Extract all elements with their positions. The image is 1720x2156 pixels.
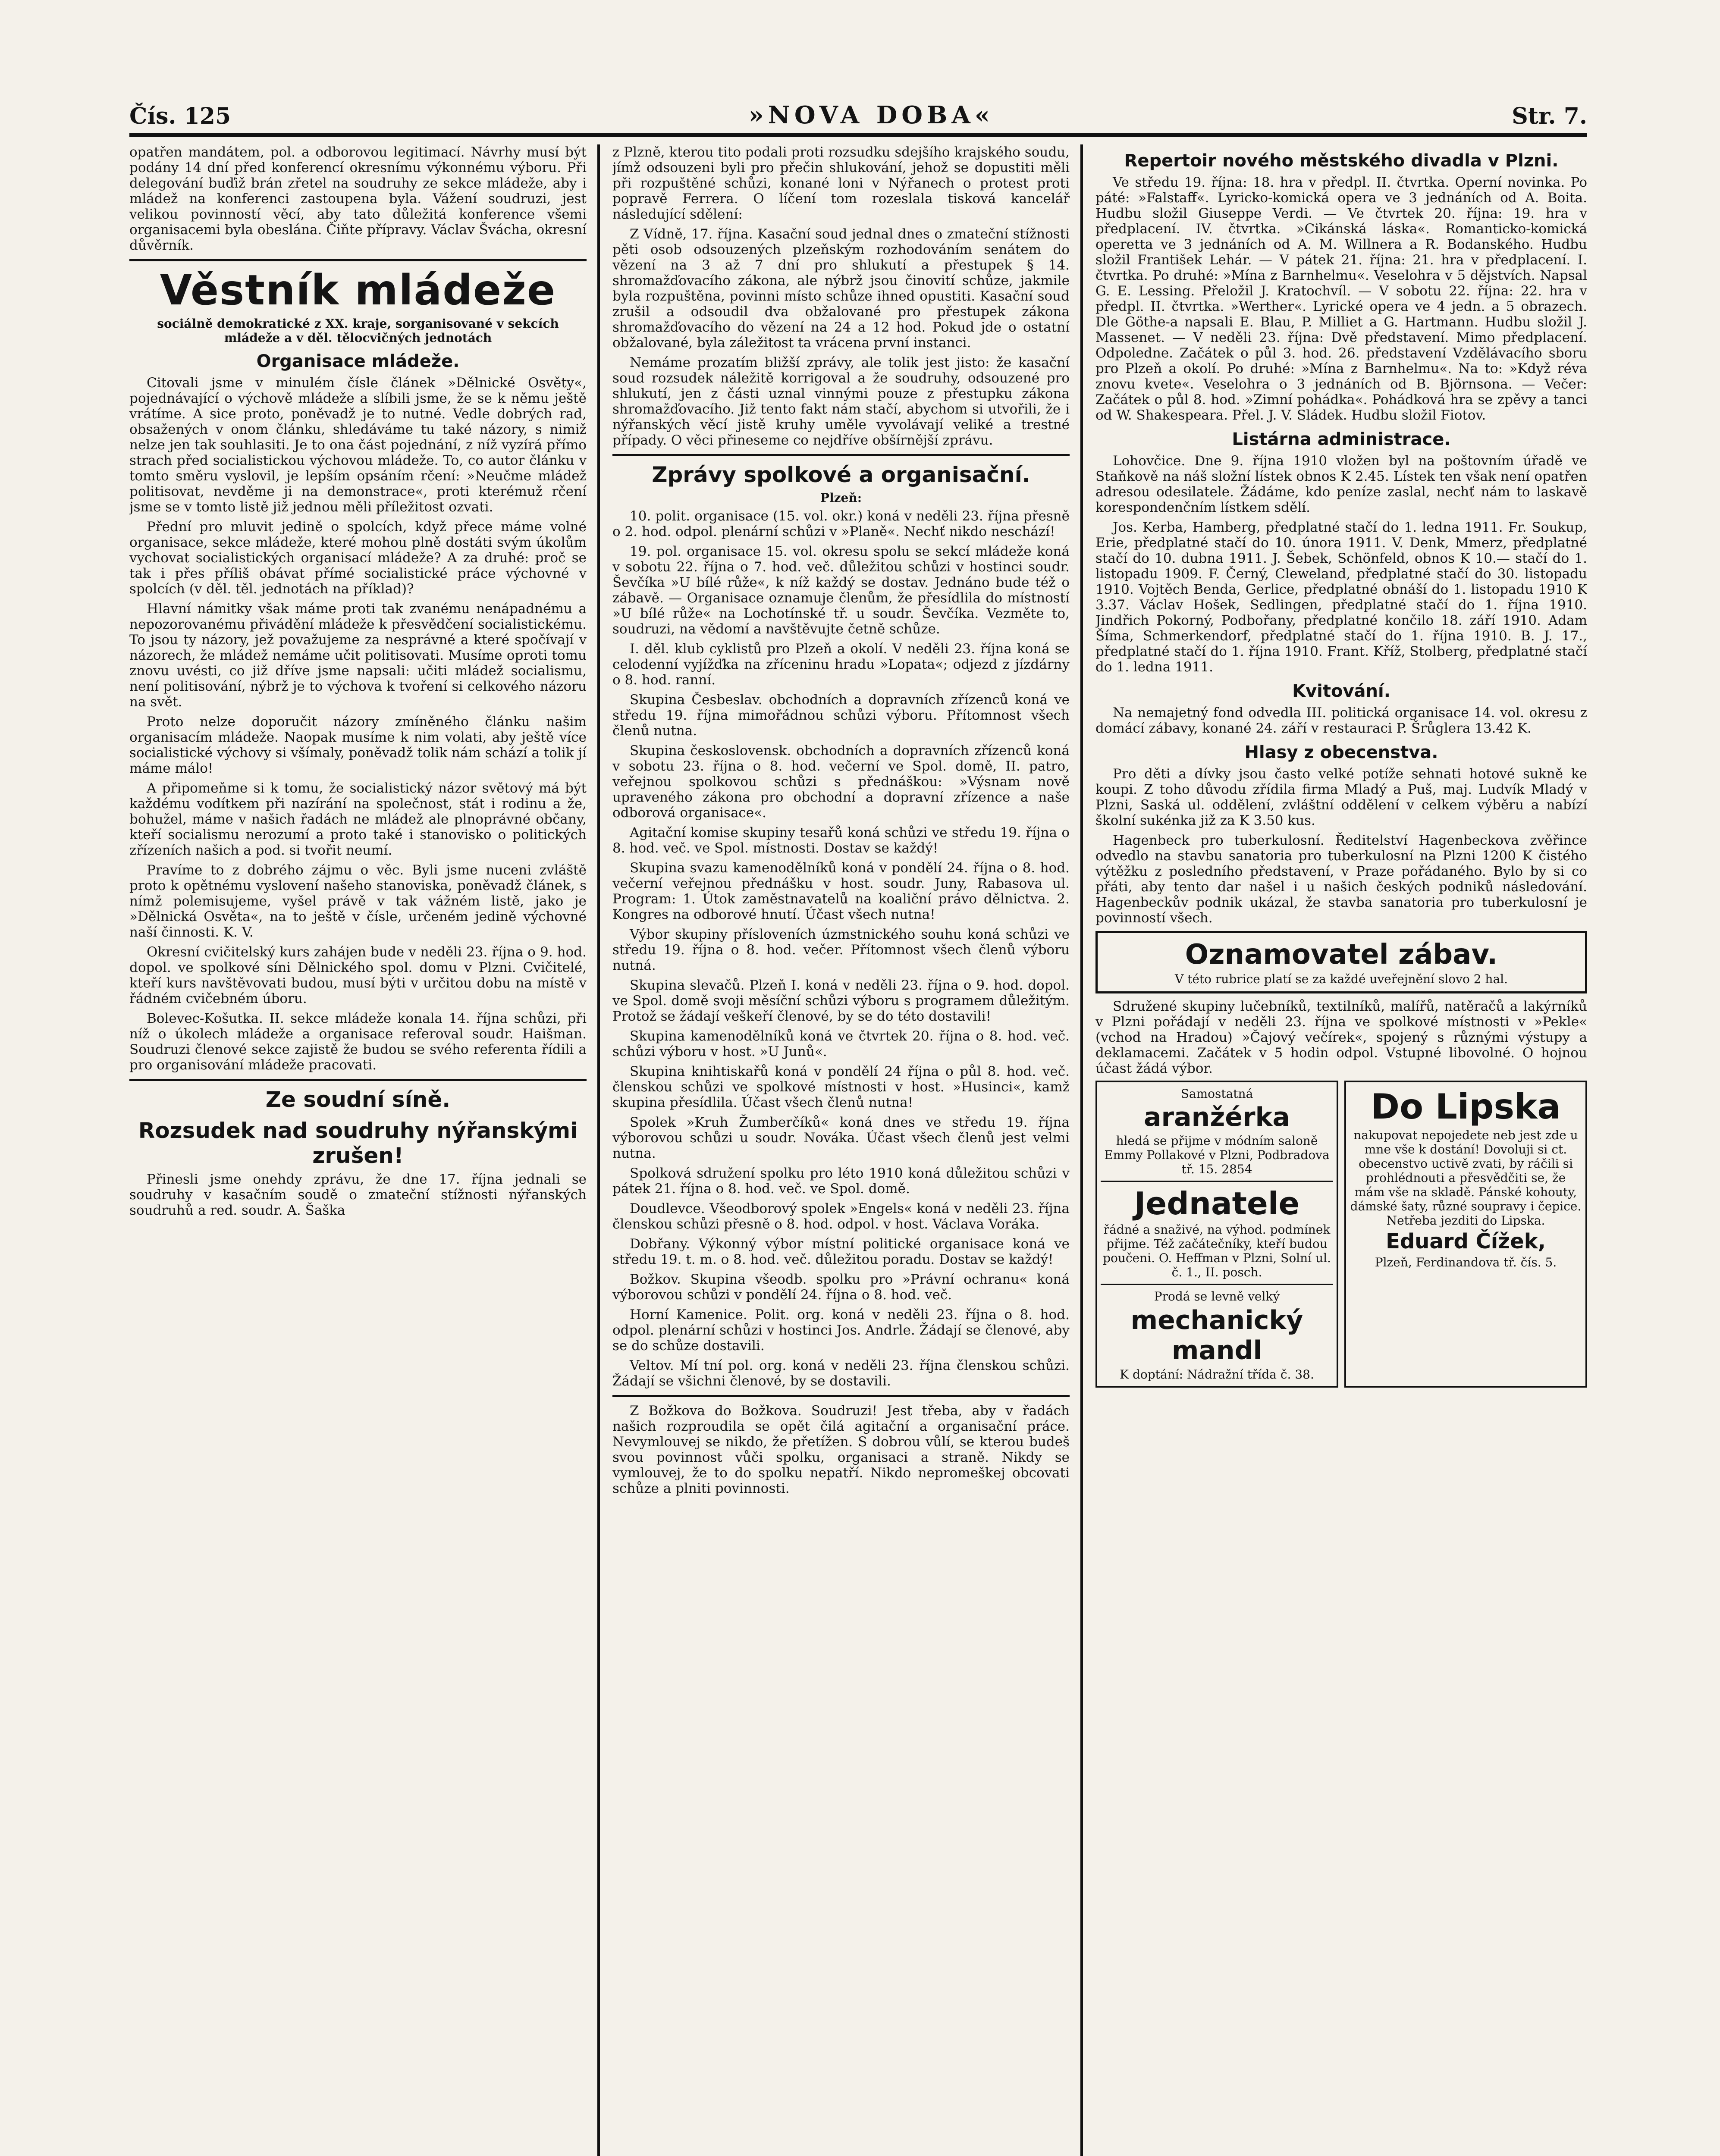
repertoire-text: Ve středu 19. října: 18. hra v předpl. II. čtvrtka. Operní novinka. Po páté: »Falstaff«. Lyricko-komická opera ve 3 jednáních od A. Boita. Hudbu složil Giuseppe Verdi. — Ve čtvrtek 20. října: 19. hra v předplacení. IV. čtvrtka. »Cikánská láska«. Romanticko-komická operetta ve 3 jednáních od A. M. Willnera a R. Bodanského. Hudbu složil František Lehár. — V pátek 21. října: 21. hra v předplacení. I. čtvrtka. Po druhé: »Mína z Barnhelmu«. Veselohra v 5 dějstvích. Napsal G. E. Lessing. Přeložil J. Kratochvíl. — V sobotu 22. října: 22. hra v předpl. II. čtvrtka. »Werther«. Lyrické opera ve 4 jedn. a 5 obrazech. Dle Göthe-a napsali E. Blau, P. Milliet a G. Hartmann. Hudbu složil J. Massenet. — V neděli 23. října: Dvě představení. Mimo předplacení. Odpoledne. Začátek o půl 3. hod. 26. představení Vzdělávacího sboru pro Plzeň a okolí. Po druhé: »Mína z Barnhelmu«. Na to: »Když réva znovu kvete«. Veselohra o 3 jednáních od B. Björnsona. — Večer: Začátek o půl 8. hod. »Zimní pohádka«. Pohádková hra se zpěvy a tanci od W. Shakespeara. Přel. J. V. Sládek. Hudbu složil Fiotov.: [1095, 175, 1587, 423]
header-rule: [129, 133, 1587, 137]
events-announcer-text: Sdružené skupiny lučebníků, textilníků, malířů, natěračů a lakýrníků v Plzni pořádají v neděli 23. října ve spolkové místnosti v »Pekle« (vchod na Hradou) »Čajový večírek«, spojený s různými výstupy a deklamacemi. Začátek v 5 hodin odpol. Vstupné libovolné. O hojnou účast žádá výbor.: [1095, 999, 1587, 1076]
notice-okresni: Okresní cvičitelský kurs zahájen bude v neděli 23. října o 9. hod. dopol. ve spolkové síni Dělnického spol. domu v Plzni. Cvičitelé, kteří kurs navštěvovati budou, musí býti v určitou dobu na místě v řádném cvičebném úboru.: [129, 944, 587, 1006]
divider: [612, 1395, 1070, 1397]
list-item: Skupina svazu kamenodělníků koná v pondělí 24. října o 8. hod. večerní veřejnou přednášku v host. soudr. Juny, Rabasova ul. Program: 1. Útok zaměstnavatelů na koaliční právo dělnictva. 2. Kongres na odborové hnutí. Účast všech nutna!: [612, 860, 1070, 922]
divider: [612, 454, 1070, 456]
divider: [129, 1079, 587, 1081]
column-1: [129, 144, 587, 2156]
article-paragraph: Pravíme to z dobrého zájmu o věc. Byli jsme nuceni zvláště proto k opětnému vyslovení našeho stanoviska, poněvadž článek, s nímž polemisujeme, vyšel právě v tak vážném listě, jako je »Dělnická Osvěta«, na to ještě v čísle, určeném jedině výchovné naší činnosti. K. V.: [129, 862, 587, 940]
list-item: 19. pol. organisace 15. vol. okresu spolu se sekcí mládeže koná v sobotu 22. října o 7. hod. več. důležitou schůzi v hostinci soudr. Ševčíka »U bílé růže«, k níž každý se dostav. Jednáno bude též o zábavě. — Organisace oznamuje členům, že přesídlila do místností »U bílé růže« na Lochotínské tř. u soudr. Ševčíka. Vezměte to, soudruzi, na vědomí a navštěvujte četně schůze.: [612, 544, 1070, 637]
court-text-cont: z Plzně, kterou tito podali proti rozsudku sdejšího krajského soudu, jímž odsouzeni byli pro přečin shlukování, jehož se dopustiti měli při rozpuštěné schůzi, konané loni v Nýřanech o protest proti popravě Ferrera. O líčení tom rozeslala tisková kancelář následující sdělení:: [612, 144, 1070, 222]
list-item: Veltov. Mí tní pol. org. koná v neděli 23. října členskou schůzi. Žádají se všichni členové, by se dostavili.: [612, 1358, 1070, 1389]
hagenbeck-text: Hagenbeck pro tuberkulosní. Ředitelství Hagenbeckova zvěřince odvedlo na stavbu sanatoria pro tuberkulosní na Plzni 1200 K čistého výtěžku z posledního představení, v Praze pořádaného. Bylo by si co přáti, aby tento dar našel i u našich českých podniků následování. Hagenbeckův podnik ukázal, že stavba sanatoria pro tuberkulosní je povinností všech.: [1095, 833, 1587, 926]
repertoire-title: Repertoir nového městského divadla v Plzni.: [1124, 151, 1559, 171]
ad-aranzerka-heading: Samostatná: [1180, 1087, 1253, 1101]
page-number: Str. 7.: [1512, 103, 1587, 129]
list-item: Horní Kamenice. Polit. org. koná v neděli 23. října o 8. hod. odpol. plenární schůzi v hostinci Jos. Andrle. Žádají se členové, aby se do schůze dostavili.: [612, 1307, 1070, 1354]
list-item: Skupina knihtiskařů koná v pondělí 24 října o půl 8. hod. več. členskou schůzi ve spolkové místnosti v host. »Husinci«, kamž skupina přesídlila. Účast všech členů nutna!: [612, 1064, 1070, 1110]
list-item: Skupina kamenodělníků koná ve čtvrtek 20. října o 8. hod. več. schůzi výboru v host. »U Junů«.: [612, 1028, 1070, 1059]
column-divider-1: [597, 144, 600, 2156]
list-item: Doudlevce. Všeodborový spolek »Engels« koná v neděli 23. října členskou schůzi přesně o 8. hod. odpol. v host. Václava Voráka.: [612, 1201, 1070, 1232]
receipts-title: Kvitování.: [1292, 681, 1390, 701]
association-news-title: Zprávy spolkové a organisační.: [652, 462, 1030, 487]
court-report: Z Vídně, 17. října. Kasační soud jednal dnes o zmateční stížnosti pěti osob odsouzených plzeňským rozhodováním senátem do vězení na 3 až 7 dní pro shlukutí a přestupek § 14. shromažďovacího zákona, ale nýbrž jsou činovití schůze, jakmile byla rozpuštěna, povinni místo schůze ihned opustiti. Kasační soud zrušil a odsoudil dva obžalované pro přestupek zákona shromažďovacího do vězení na 24 a 12 hod. Pokud jde o ostatní obžalované, byla záležitost ta vrácena první instanci.: [612, 226, 1070, 351]
list-item: Dobřany. Výkonný výbor místní politické organisace koná ve středu 19. t. m. o 8. hod. več. důležitou poradu. Dostav se každý!: [612, 1236, 1070, 1267]
list-item: Skupina Česbeslav. obchodních a dopravních zřízenců koná ve středu 19. října mimořádnou schůzi výboru. Přítomnost všech členů nutna.: [612, 692, 1070, 739]
ad-jednatele-text: řádné a snaživé, na výhod. podmínek přijme. Též začátečníky, kteří budou poučeni. O. Heffman v Plzni, Solní ul. č. 1., II. posch.: [1103, 1222, 1331, 1279]
list-item: Skupina slevačů. Plzeň I. koná v neděli 23. října o 9. hod. dopol. ve Spol. domě svoji měsíční schůzi výboru s programem důležitým. Protož se žádají veškeří členové, by se do této dostavili!: [612, 978, 1070, 1024]
issue-number: Čís. 125: [129, 103, 231, 129]
list-item: Božkov. Skupina všeodb. spolku pro »Právní ochranu« koná výborovou schůzi v pondělí 24. října o 8. hod. več.: [612, 1272, 1070, 1303]
article-paragraph: Hlavní námitky však máme proti tak zvanému nenápadnému a nepozorovanému přivádění mládeže k přesvědčení socialistickému. To jsou ty názory, jež považujeme za nesprávné a které spočívají v názorech, že mládež nemáme učit politisovati. Musíme oproti tomu znovu uvésti, co již dříve jsme napsali: učiti mládež socialismu, není politisování, nýbrž je to výchova k tvoření si celkového názoru na svět.: [129, 601, 587, 710]
ad-mandl-text: K doptání: Nádražní třída č. 38.: [1120, 1367, 1314, 1382]
verdict-title: Rozsudek nad soudruhy nýřanskými zrušen!: [138, 1118, 578, 1168]
ad-lipsko-title: Do Lipska: [1371, 1087, 1561, 1127]
article-paragraph: Přední pro mluvit jedině o spolcích, když přece máme volné organisace, sekce mládeže, které mohou plně dostáti svým úkolům vychovat socialistických organisací mládeže? A za druhé: proč se tak i přes příliš obávat přímé socialistické práce výchovné v spolcích (v děl. těl. jednotách na příklad)?: [129, 519, 587, 597]
ad-left-column: [1095, 1081, 1338, 1388]
plzen-subheading: Plzeň:: [820, 491, 862, 505]
public-voices-title: Hlasy z obecenstva.: [1244, 743, 1438, 762]
ad-mandl-title: mechanický mandl: [1130, 1305, 1303, 1366]
column-3: [1095, 144, 1587, 2156]
ad-mandl-heading: Prodá se levně velký: [1154, 1289, 1280, 1304]
ad-lipsko-text: nakupovat nepojedete neb jest zde u mne vše k dostání! Dovoluji si ct. obecenstvo uctivě zvati, by ráčili si prohlédnouti a přesvědčiti se, že mám vše na skladě. Pánské kohouty, dámské šaty, různé soupravy i čepice. Netřeba jezditi do Lipska.: [1350, 1128, 1582, 1228]
ad-aranzerka-text: hledá se přijme v módním saloně Emmy Pollakové v Plzni, Podbradova tř. 15. 2854: [1104, 1134, 1330, 1176]
intro-text: opatřen mandátem, pol. a odborovou legitimací. Návrhy musí být podány 14 dní před konferencí okresnímu výkonnému výboru. Při delegování buďiž brán zřetel na soudruhy ze sekce mládeže, aby i mládež na konferenci zastoupena byla. Vážení soudruzi, jest velikou povinností věcí, aby tato důležitá konference všemi organisacemi byla obeslána. Čiňte přípravy. Václav Švácha, okresní důvěrník.: [129, 144, 587, 253]
newspaper-title: »NOVA DOBA«: [748, 101, 994, 129]
list-item: Spolek »Kruh Žumberčíků« koná dnes ve středu 19. října výborovou schůzi u soudr. Nováka. Účast všech členů jest velmi nutna.: [612, 1115, 1070, 1161]
list-item: Skupina československ. obchodních a dopravních zřízenců koná v sobotu 23. října o 8. hod. večerní ve Spol. domě, II. patro, veřejnou spolkovou schůzi s přednáškou: »Výsnam nově upraveného zákona pro obchodní a dopravní zřízence a naše odborová organisace«.: [612, 743, 1070, 821]
article-paragraph: A připomeňme si k tomu, že socialistický názor světový má být každému vodítkem při nazírání na společnost, stát i rodinu a že, bohužel, máme v našich řadách ne mládež ale plnoprávné občany, kteří socialismu nerozumí a proto také i stanovisko o politických zřízeních našich a pod. si tvořit neumí.: [129, 780, 587, 858]
court-comment: Nemáme prozatím bližší zprávy, ale tolik jest jisto: že kasační soud rozsudek náležitě korrigoval a že soudruhy, odsouzené pro shlukutí, jen z části uznal vinnými pouze z přestupku zákona shromažďovacího. Již tento fakt nám stačí, abychom si utvořili, že i nýřanských věcí jistě kruhy uměle vyvolávají veliké a trestné případy. O věci přineseme co nejdříve obšírnější zprávu.: [612, 355, 1070, 448]
org-title: Organisace mládeže.: [256, 351, 460, 371]
list-item: 10. polit. organisace (15. vol. okr.) koná v neděli 23. října přesně o 2. hod. odpol. plenární schůzi v »Planě«. Nechť nikdo neschází!: [612, 508, 1070, 539]
events-announcer-box: [1095, 931, 1587, 993]
admin-letters-names: Jos. Kerba, Hamberg, předplatné stačí do 1. ledna 1911. Fr. Soukup, Erie, předplatné stačí do 10. února 1911. V. Denk, Mmerz, předplatné stačí do 10. dubna 1911. J. Šebek, Schönfeld, obnos K 10.— stačí do 1. listopadu 1909. F. Černý, Cleweland, předplatné stačí do 30. listopadu 1910. Vojtěch Benda, Gerlice, předplatné obnáší do 1. listopadu 1910 K 3.37. Václav Hošek, Sedlingen, předplatné stačí do 1. října 1910. Jindřich Pokorný, Podbořany, předplatné končilo 18. září 1910. Adam Šíma, Schmerkendorf, předplatné stačí do 1. října 1910. B. J. 17., předplatné stačí do 1. října 1910. Frant. Kříž, Stolberg, předplatné stačí do 1. ledna 1911.: [1095, 520, 1587, 675]
column-divider-2: [1080, 144, 1083, 2156]
column-2: [612, 144, 1070, 2156]
list-item: Spolková sdružení spolku pro léto 1910 koná důležitou schůzi v pátek 21. října o 8. hod. več. ve Spol. domě.: [612, 1166, 1070, 1197]
list-item: I. děl. klub cyklistů pro Plzeň a okolí. V neděli 23. října koná se celodenní vyjížďka na zříceninu hradu »Lopata«; odjezd z jízdárny o 8. hod. ranní.: [612, 641, 1070, 688]
article-paragraph: Citovali jsme v minulém čísle článek »Dělnické Osvěty«, pojednávající o výchově mládeže a slíbili jsme, že se k němu ještě vrátíme. A sice proto, poněvadž je to nutné. Vedle dobrých rad, obsažených v onom článku, shledáváme tu také názory, s nimiž nelze jen tak souhlasiti. Je to ona část pojednání, z níž vyzírá přímo strach před socialistickou výchovou mládeže. To, co autor článku v tomto směru vyslovil, je lepším opsáním rčení: »Neučme mládež politisovat, nevděme ji na demonstrace«, proti kterémuž rčení jsme se v tomto listě již jednou měli příležitost ozvati.: [129, 375, 587, 515]
ad-right-column: [1344, 1081, 1587, 1388]
masthead: [129, 99, 1587, 129]
advertisements: [1095, 1081, 1587, 1388]
ad-aranzerka-title: aranžérka: [1144, 1102, 1290, 1132]
list-item: Výbor skupiny přísloveních úzmstnického souhu koná schůzi ve středu 19. října o 8. hod. večer. Přítomnost všech členů výboru nutná.: [612, 927, 1070, 973]
public-voices-text: Pro děti a dívky jsou často velké potíže sehnati hotové sukně ke koupi. Z toho důvodu zřídila firma Mladý a Puš, maj. Ludvík Mladý v Plzni, Saská ul. oddělení, zvláštní oddělení v celkem výběru a nabízí školní sukénka již za K 3.50 kus.: [1095, 766, 1587, 828]
ad-jednatele-title: Jednatele: [1134, 1185, 1300, 1222]
article-paragraph: Proto nelze doporučit názory zmíněného článku našim organisacím mládeže. Naopak musíme k nim volati, aby ještě více socialistické výchovy si všímaly, poněvadž tolik nám schází a tolik jí máme málo!: [129, 714, 587, 776]
receipts-text: Na nemajetný fond odvedla III. politická organisace 14. vol. okresu z domácí zábavy, konané 24. září v restauraci P. Šrůglera 13.42 K.: [1095, 705, 1587, 736]
court-section-title: Ze soudní síně.: [265, 1087, 451, 1112]
bozkov-appeal: Z Božkova do Božkova. Soudruzi! Jest třeba, aby v řadách našich rozproudila se opět čilá agitační a organisační práce. Nevymlouvej se nikdo, že přetížen. S dobrou vůlí, se kterou budeš svou povinnost vůči spolku, organisaci a straně. Nikdy se vymlouvej, že to do spolku nepatří. Nikdo nepromeškej obcovati schůze a plniti povinnosti.: [612, 1403, 1070, 1496]
ad-lipsko-signature: Eduard Čížek,: [1386, 1229, 1546, 1253]
admin-letters-text: Lohovčice. Dne 9. října 1910 vložen byl na poštovním úřadě ve Staňkově na náš složní lístek obnos K 2.45. Lístek ten však není opatřen adresou odesilatele. Žádáme, kdo peníze zaslal, nechť nám to laskavě korespondenčním lístkem sdělí.: [1095, 453, 1587, 515]
ad-lipsko-address: Plzeň, Ferdinandova tř. čís. 5.: [1375, 1255, 1557, 1269]
notice-bolevec: Bolevec-Košutka. II. sekce mládeže konala 14. října schůzi, při níž o úkolech mládeže a organisace referoval soudr. Haišman. Soudruzi členové sekce zajistě že budou se svého referenta řídili a pro organisování mládeže pracovati.: [129, 1011, 587, 1073]
vestnik-title: Věstník mládeže: [160, 266, 556, 314]
vestnik-subtitle: sociálně demokratické z XX. kraje, sorganisované v sekcích mládeže a v děl. tělocvičných jednotách: [157, 317, 559, 345]
divider: [129, 259, 587, 261]
divider: [1101, 1284, 1333, 1285]
divider: [1101, 1181, 1333, 1182]
list-item: Agitační komise skupiny tesařů koná schůzi ve středu 19. října o 8. hod. več. ve Spol. místnosti. Dostav se každý!: [612, 825, 1070, 856]
admin-letters-title: Listárna administrace.: [1232, 429, 1451, 449]
court-text: Přinesli jsme onehdy zprávu, že dne 17. října jednali se soudruhy v kasačním soudě o zmateční stížnosti nýřanských soudruhů a red. soudr. A. Šaška: [129, 1172, 587, 1218]
events-announcer-subtitle: V této rubrice platí se za každé uveřejnění slovo 2 hal.: [1174, 972, 1508, 986]
events-announcer-title: Oznamovatel zábav.: [1185, 939, 1498, 971]
